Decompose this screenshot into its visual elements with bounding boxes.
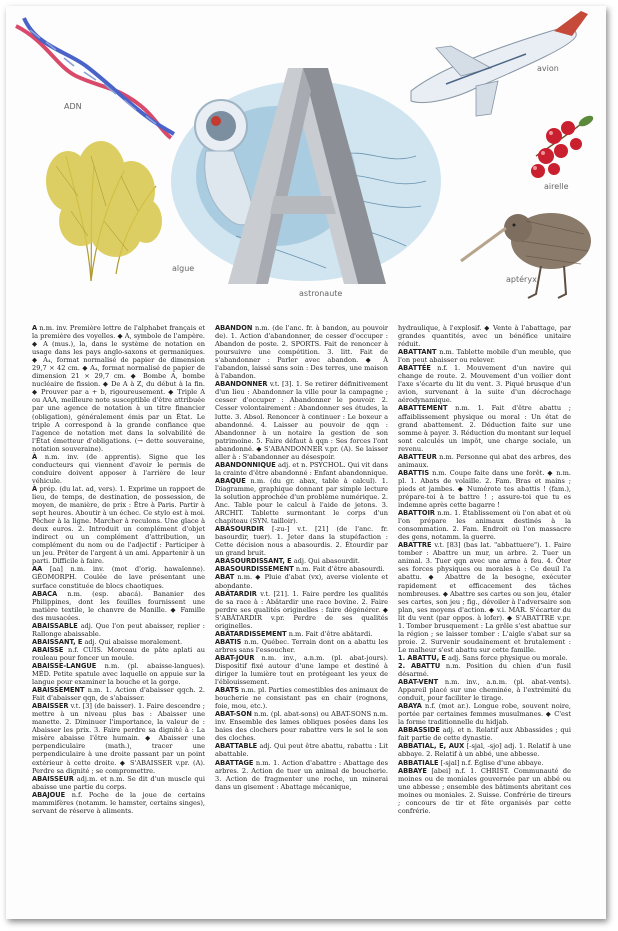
- dictionary-entry: [32, 324, 205, 453]
- entry-definition: n.m. inv., a.n.m. (pl. abat-jours). Dispositif fixé autour d'une lampe et destiné à diriger la lumière tout en protégeant les yeux de l'éblouissement.: [215, 653, 388, 687]
- entry-definition: hydraulique, à l'explosif. ◆ Vente à l'abattage, par grandes quantités, avec un bénéfice unitaire réduit.: [398, 324, 571, 349]
- dna-illustration: [16, 18, 174, 138]
- entry-definition: n.m. 1. Action d'abattre : Abattage des arbres. 2. Action de tuer un animal de boucherie. 3. Action de fragmenter une roche, un minerai dans un gisement : Abattage mécanique,: [215, 758, 388, 791]
- dictionary-entry: [215, 525, 388, 557]
- entry-headword: ABAISSEUR: [32, 774, 74, 783]
- entry-headword: 2. ABATTU: [398, 661, 441, 670]
- entry-headword: ABAISSE: [32, 645, 64, 654]
- dictionary-columns: [32, 324, 592, 914]
- dictionary-entry: [398, 759, 571, 767]
- dictionary-entry: [398, 364, 571, 404]
- dictionary-entry: [32, 453, 205, 485]
- dictionary-entry: [32, 485, 205, 565]
- entry-headword: ABBASSIDE: [398, 726, 440, 735]
- entry-headword: ABANDONNIQUE: [215, 460, 276, 469]
- entry-headword: À: [32, 452, 38, 461]
- entry-definition: n.m. ◆ Pluie d'abat (vx), averse violente et abondante.: [215, 573, 388, 590]
- dictionary-entry: [215, 710, 388, 742]
- entry-headword: 1. ABATTU, E: [398, 653, 446, 662]
- entry-definition: [abei] n.f. 1. CHRIST. Communauté de moines ou de moniales gouvernée par un abbé ou une abbesse ; ensemble des bâtiments abritant ces moines ou moniales. 2. Suisse. Confrérie de tireurs ; concours de tir et fête organisés par cette confrérie.: [398, 766, 571, 815]
- dictionary-entry: [215, 759, 388, 791]
- dictionary-entry: [215, 638, 388, 654]
- entry-headword: ABASOURDISSEMENT: [215, 565, 294, 574]
- dictionary-entry: [215, 654, 388, 686]
- entry-definition: [-sjal, -sjo] adj. 1. Relatif à une abbaye. 2. Relatif à un abbé, une abbesse.: [398, 742, 571, 759]
- entry-headword: ABAT-JOUR: [215, 653, 255, 662]
- caption-avion: avion: [537, 64, 559, 73]
- dictionary-entry: [215, 557, 388, 565]
- dictionary-entry: [215, 590, 388, 630]
- apteryx-illustration: [461, 213, 591, 298]
- entry-definition: n.m. inv. Première lettre de l'alphabet français et la première des voyelles. ◆ A, symbole de l'ampère. ◆ A (mus.), la, dans le système de notation en usage dans les pays anglo-saxons et germaniques. ◆ A₄, format normalisé de papier de dimension 29,7 × 42 cm. ◆ A₄, format normalisé de papier de dimension 21 × 29,7 cm. ◆ Bombe A, bombe nucléaire de fission. ◆ De A à Z, du début à la fin. ◆ Prouver par a + b, rigoureusement. ◆ Triple A ou AAA, meilleure note susceptible d'être attribuée par une agence de notation à un titre financier (obligation), généralement émis par un État. Le triple A correspond à la grande confiance que l'agence de notation met dans la solvabilité de l'État émetteur d'obligations. (→ dette souveraine, notation souveraine).: [32, 324, 205, 453]
- entry-headword: ABATTANT: [398, 348, 437, 357]
- dictionary-entry: [32, 702, 205, 774]
- dictionary-entry: [398, 541, 571, 654]
- entry-definition: n.m. Personne qui abat des arbres, des animaux.: [398, 452, 571, 469]
- entry-headword: ABATTEMENT: [398, 404, 448, 413]
- entry-headword: ABANDONNER: [215, 380, 268, 389]
- entry-headword: ABASOURDISSANT, E: [215, 557, 292, 566]
- airelle-illustration: [531, 114, 595, 178]
- dictionary-entry: [398, 324, 571, 348]
- entry-definition: adj. et n. Relatif aux Abbassides ; qui fait partie de cette dynastie.: [398, 726, 571, 743]
- caption-apteryx: aptéryx: [506, 275, 537, 284]
- dictionary-page: [6, 6, 606, 919]
- dictionary-entry: [398, 702, 571, 726]
- entry-definition: v.t. [3] (de baisser). 1. Faire descendre ; mettre à un niveau plus bas : Abaisser une manette. 2. Diminuer l'importance, la valeur de : Abaisser les prix. 3. Faire perdre sa dignité à : La misère abaisse l'être humain. ◆ Abaisser une perpendiculaire (math.), tracer une perpendiculaire à une droite passant par un point extérieur à cette droite. ◆ S'ABAISSER v.pr. (A). Perdre sa dignité ; se compromettre.: [32, 702, 205, 775]
- entry-definition: n.m. Tablette mobile d'un meuble, que l'on peut abaisser ou relever.: [398, 348, 571, 365]
- entry-headword: ABÂTARDISSEMENT: [215, 629, 287, 638]
- entry-headword: ABBATIAL, E, AUX: [398, 742, 465, 751]
- entry-headword: ABATTIS: [398, 468, 430, 477]
- entry-definition: v.t. [21]. 1. Faire perdre les qualités de sa race à : Abâtardir une race bovine. 2. Faire perdre ses qualités originelles : faire dégénérer. ◆ S'ABÂTARDIR v.pr. Perdre de ses qualités originelles.: [215, 589, 388, 630]
- entry-headword: ABATIS: [215, 637, 242, 646]
- plane-illustration: [411, 11, 588, 116]
- entry-headword: ABBATIALE: [398, 758, 439, 767]
- dictionary-entry: [398, 509, 571, 541]
- entry-headword: ABANDON: [215, 324, 253, 332]
- dictionary-entry: [398, 469, 571, 509]
- dictionary-entry: [398, 678, 571, 702]
- entry-definition: n.m. Coupe faite dans une forêt. ◆ n.m. pl. 1. Abats de volaille. 2. Fam. Bras et mains ; pieds et jambes. ◆ Numérote tes abattis ! (fam.), prépare-toi à te battre ! ; assure-toi que tu es indemne après cette bagarre !: [398, 468, 571, 510]
- dictionary-entry: [32, 622, 205, 638]
- dictionary-entry: [215, 565, 388, 573]
- entry-definition: adj.m. et n.m. Se dit d'un muscle qui abaisse une partie du corps.: [32, 774, 205, 791]
- entry-definition: [aa] n.m. inv. (mot d'orig. hawaïenne). GÉOMORPH. Coulée de lave présentant une surface constituée de blocs chaotiques.: [32, 565, 205, 590]
- entry-headword: ABASOURDIR: [215, 525, 265, 534]
- dictionary-entry: [215, 742, 388, 758]
- dictionary-entry: [398, 767, 571, 815]
- entry-headword: ABATTÉE: [398, 364, 431, 373]
- entry-definition: n.m. 1. Établissement où l'on abat et où l'on prépare les animaux destinés à la consommation. 2. Fam. Endroit où l'on massacre des gens, notamm. la guerre.: [398, 509, 571, 542]
- entry-definition: n.m. (esp. abacá). Bananier des Philippines, dont les feuilles fournissent une matière textile, le chanvre de Manille. ◆ Famille des musacées.: [32, 589, 205, 622]
- entry-definition: n.m. Position du chien d'un fusil désarmé.: [398, 661, 571, 679]
- dictionary-entry: [32, 662, 205, 686]
- entry-definition: adj. Sans force physique ou morale.: [448, 653, 568, 662]
- entry-definition: n.m. (pl. abaisse-langues). MÉD. Petite spatule avec laquelle on appuie sur la langue pour examiner la bouche et la gorge.: [32, 661, 205, 687]
- entry-definition: v.t. [3]. 1. Se retirer définitivement d'un lieu : Abandonner la ville pour la campagne ; cesser d'occuper : Abandonner le pouvoir. 2. Cesser volontairement : Abandonner ses études, la lutte. 3. Absol. Renoncer à continuer : Le boxeur a abandonné. 4. Laisser au pouvoir de qqn : Abandonner à un notaire la gestion de son patrimoine. 5. Faire défaut à qqn : Ses forces l'ont abandonné. ◆ S'ABANDONNER v.pr. (A). Se laisser aller à : S'abandonner au désespoir.: [215, 380, 388, 461]
- dictionary-entry: [215, 686, 388, 710]
- dictionary-entry: [215, 477, 388, 525]
- entry-definition: n.m. 1. Fait d'être abattu ; affaiblissement physique ou moral : Un état de grand abattement. 2. Déduction faite sur une somme à payer. 3. Réduction du montant sur lequel sont calculés un impôt, une charge sociale, un revenu.: [398, 404, 571, 453]
- dictionary-entry: [32, 775, 205, 791]
- entry-definition: n.m. pl. Parties comestibles des animaux de boucherie ne consistant pas en chair (rognons, foie, mou, etc.).: [215, 686, 388, 711]
- column-2: [215, 324, 388, 914]
- entry-definition: n.f. (mot ar.). Longue robe, souvent noire, portée par certaines femmes musulmanes. ◆ C'est la forme traditionnelle du hidjab.: [398, 702, 571, 727]
- caption-airelle: airelle: [544, 182, 569, 191]
- dictionary-entry: [398, 404, 571, 452]
- dictionary-entry: [398, 453, 571, 469]
- illustration-banner: [6, 6, 606, 306]
- entry-headword: ABAISSEMENT: [32, 686, 85, 695]
- entry-headword: ABAISSANT, E: [32, 637, 83, 646]
- dictionary-entry: [32, 791, 205, 815]
- dictionary-entry: [215, 324, 388, 380]
- entry-definition: prép. (du lat. ad, vers). 1. Exprime un rapport de lieu, de temps, de destination, de possession, de moyen, de manière, de prix : Être à Paris. Partir à sept heures. Aboutir à un échec. Ce stylo est à moi. Pêcher à la ligne. Marcher à reculons. Une glace à deux euros. 2. Introduit un complément d'objet indirect ou un complément d'attribution, un complément du nom ou de l'adjectif : Participer à un jeu. Prêter de l'argent à un ami. Appartenir à un parti. Difficile à faire.: [32, 484, 205, 566]
- dictionary-entry: [32, 646, 205, 662]
- entry-headword: ABATS: [215, 686, 239, 695]
- dictionary-entry: [215, 380, 388, 460]
- dictionary-entry: [215, 573, 388, 589]
- column-1: [32, 324, 205, 914]
- caption-adn: ADN: [64, 102, 82, 111]
- entry-definition: [-zu-] v.t. [21] (de l'anc. fr. basourdir, tuer). 1. Jeter dans la stupéfaction : Cette décision nous a abasourdis. 2. Étourdir par un grand bruit.: [215, 525, 388, 558]
- entry-definition: adj. Qui abasourdit.: [293, 557, 360, 566]
- entry-definition: n.m. inv. (de apprentis). Signe que les conducteurs qui viennent d'avoir le permis de conduire doivent apposer à l'arrière de leur véhicule.: [32, 452, 205, 485]
- entry-headword: ABAISSABLE: [32, 621, 78, 630]
- dictionary-entry: [32, 638, 205, 646]
- entry-headword: A: [32, 324, 38, 332]
- entry-definition: n.m. Fait d'être abâtardi.: [288, 629, 373, 638]
- entry-headword: ABATTEUR: [398, 452, 437, 461]
- entry-definition: adj. Qui peut être abattu, rabattu : Lit abattable.: [215, 742, 388, 759]
- entry-headword: ABAT: [215, 573, 235, 582]
- dictionary-entry: [398, 662, 571, 678]
- caption-algue: algue: [172, 264, 195, 273]
- entry-headword: ABAISSER: [32, 702, 69, 711]
- dictionary-entry: [32, 565, 205, 589]
- dictionary-entry: [398, 654, 571, 662]
- entry-headword: ABAT-SON: [215, 710, 252, 719]
- entry-headword: AA: [32, 565, 43, 574]
- dictionary-entry: [215, 630, 388, 638]
- entry-definition: [-sjal] n.f. Église d'une abbaye.: [440, 758, 544, 767]
- entry-headword: ABÂTARDIR: [215, 589, 257, 598]
- entry-headword: ABACA: [32, 589, 58, 598]
- dictionary-entry: [215, 461, 388, 477]
- entry-headword: ABATTRE: [398, 541, 432, 550]
- entry-definition: adj. Que l'on peut abaisser, replier : Rallonge abaissable.: [32, 621, 205, 638]
- entry-headword: ABATTABLE: [215, 742, 258, 751]
- entry-definition: n.m. 1. Action d'abaisser qqch. 2. Fait d'abaisser qqn, de s'abaisser.: [32, 686, 205, 703]
- entry-definition: n.m. inv., a.n.m. (pl. abat-vents). Appareil placé sur une cheminée, à l'extrémité du conduit, pour faciliter le tirage.: [398, 678, 571, 703]
- entry-headword: ABBAYE: [398, 766, 427, 775]
- entry-definition: n.f. 1. Mouvement d'un navire qui change de route. 2. Mouvement d'un voilier dont l'axe s'écarte du lit du vent. 3. Piqué brusque d'un avion, survenant à la suite d'un décrochage aérodynamique.: [398, 364, 571, 405]
- dictionary-entry: [398, 726, 571, 742]
- entry-headword: ABAT-VENT: [398, 678, 439, 687]
- dictionary-entry: [32, 686, 205, 702]
- entry-definition: adj. Qui abaisse moralement.: [84, 637, 183, 646]
- seaweed-illustration: [46, 141, 162, 281]
- entry-definition: n.m. (du gr. abax, table à calcul). 1. Diagramme, graphique donnant par simple lecture la solution approchée d'un problème numérique. 2. Anc. Table pour le calcul à l'aide de jetons. 3. ARCHIT. Tablette surmontant le corps d'un chapiteau (SYN. tailloir).: [215, 476, 388, 526]
- entry-headword: ABATTAGE: [215, 758, 254, 767]
- entry-definition: v.t. [83] (bas lat. "abbattuere"). 1. Faire tomber : Abattre un mur, un arbre. 2. Tuer un animal. 3. Tuer qqn avec une arme à feu. 4. Ôter ses forces physiques ou morales à : Ce deuil l'a abattu. ◆ Abattre de la besogne, exécuter rapidement et efficacement des tâches nombreuses. ◆ Abattre ses cartes ou son jeu, étaler ses cartes, son jeu ; fig., dévoiler à l'adversaire son plan, ses moyens d'action. ◆ v.i. MAR. S'écarter du lit du vent (par oppos. à lofer). ◆ S'ABATTRE v.pr. 1. Tomber brusquement : La grêle s'est abattue sur la région ; se laisser tomber : L'aigle s'abat sur sa proie. 2. Survenir soudainement et brutalement : Le malheur s'est abattu sur cette famille.: [398, 541, 571, 654]
- dictionary-entry: [398, 348, 571, 364]
- entry-definition: n.f. CUIS. Morceau de pâte aplati au rouleau pour foncer un moule.: [32, 645, 205, 662]
- entry-definition: n.f. Poche de la joue de certains mammifères (notamm. le hamster, certains singes), servant de réserve à aliments.: [32, 790, 205, 815]
- entry-headword: ABATTOIR: [398, 509, 436, 518]
- dictionary-entry: [32, 590, 205, 622]
- entry-headword: ABAYA: [398, 702, 422, 711]
- entry-headword: ABAQUE: [215, 476, 246, 485]
- entry-definition: n.m. (pl. abat-sons) ou ABAT-SONS n.m. inv. Ensemble des lames obliques posées dans les baies des clochers pour rabattre vers le sol le son des cloches.: [215, 710, 388, 743]
- caption-astronaute: astronaute: [299, 289, 343, 298]
- entry-definition: adj. et n. PSYCHOL. Qui vit dans la crainte d'être abandonné : Enfant abandonnique.: [215, 460, 388, 477]
- entry-headword: ABAISSE-LANGUE: [32, 661, 97, 670]
- entry-headword: À: [32, 484, 38, 493]
- entry-definition: n.m. Québec. Terrain dont on a abattu les arbres sans l'essoucher.: [215, 637, 388, 654]
- column-3: [398, 324, 571, 914]
- dictionary-entry: [398, 742, 571, 758]
- entry-definition: n.m. (de l'anc. fr. à bandon, au pouvoir de). 1. Action d'abandonner, de cesser d'occuper : Abandon de poste. 2. SPORTS. Fait de renoncer à poursuivre une compétition. 3. litt. Fait de s'abandonner : Parler avec abandon. ◆ À l'abandon, laissé sans soin : Des terres, une maison à l'abandon.: [215, 324, 388, 381]
- entry-headword: ABAJOUE: [32, 790, 66, 799]
- entry-definition: n.m. Fait d'être abasourdi.: [295, 565, 385, 574]
